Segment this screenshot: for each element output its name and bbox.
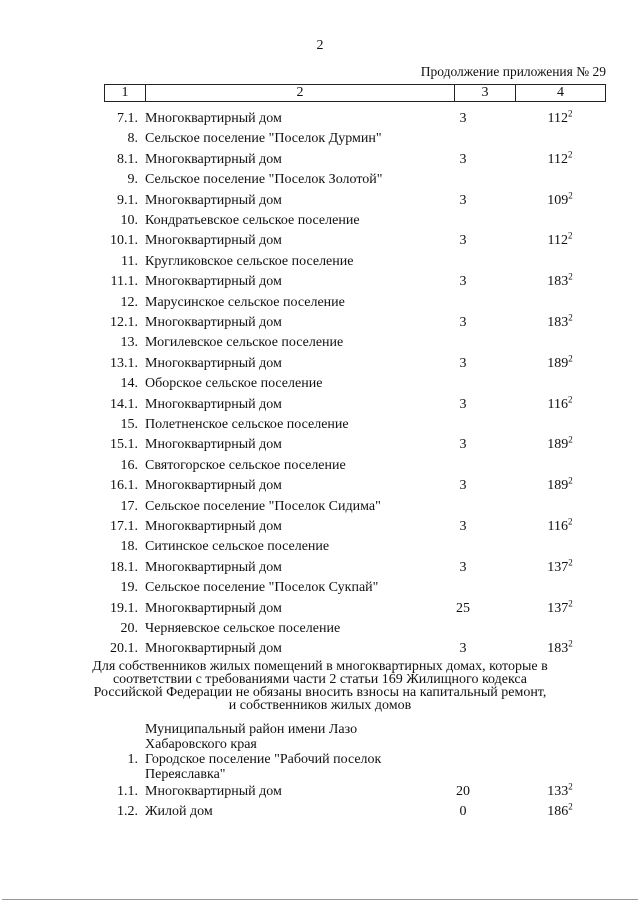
row-col4-value <box>520 782 600 802</box>
row-col3-value: 3 <box>459 559 467 575</box>
value-base: 189 <box>547 478 569 494</box>
value-base: 112 <box>547 111 568 126</box>
row-name: Многоквартирный дом <box>145 274 282 290</box>
value-superscript: 2 <box>567 516 573 527</box>
value-base: 183 <box>547 274 569 290</box>
row-number: 1.1. <box>117 784 138 799</box>
row-number: 18.1. <box>110 559 138 575</box>
table-row <box>0 109 640 129</box>
value-superscript: 2 <box>568 801 573 812</box>
value-base: 183 <box>547 641 569 657</box>
row-col3-value: 3 <box>459 315 467 330</box>
row-name: Многоквартирный дом <box>145 396 282 412</box>
table-row <box>0 170 640 190</box>
row-number: 13. <box>120 335 138 351</box>
row-number: 12. <box>120 294 138 310</box>
row-number: 17. <box>120 498 138 514</box>
row-col3-value: 3 <box>459 396 467 412</box>
row-number: 1.2. <box>117 804 138 819</box>
row-number: 17.1. <box>110 519 138 534</box>
row-number: 19.1. <box>110 600 138 616</box>
row-number: 20. <box>120 621 138 636</box>
row-name: Черняевское сельское поселение <box>145 621 341 636</box>
row-number: 14. <box>120 376 138 392</box>
row-name: Многоквартирный дом <box>145 315 282 330</box>
value-superscript: 2 <box>568 597 573 608</box>
row-name-line: Переяславка" <box>145 767 226 782</box>
value-base: 112 <box>547 151 568 167</box>
table-row <box>0 476 640 496</box>
table-row <box>0 231 640 251</box>
row-name: Жилой дом <box>145 804 213 819</box>
row-name: Полетненское сельское поселение <box>145 417 349 432</box>
value-base: 137 <box>547 600 569 616</box>
row-col3-value: 3 <box>459 437 467 453</box>
row-name-line: Городское поселение "Рабочий поселок <box>145 752 382 767</box>
row-col4-value <box>520 802 600 822</box>
row-col4-value <box>520 354 600 374</box>
table-row <box>0 333 640 353</box>
row-name: Сельское поселение "Поселок Золотой" <box>145 172 383 188</box>
value-base: 189 <box>547 437 569 453</box>
table-row <box>0 639 640 659</box>
value-superscript: 2 <box>568 475 573 486</box>
continuation-label: Продолжение приложения № 29 <box>420 64 606 79</box>
value-superscript: 2 <box>568 353 573 364</box>
table-header-row <box>104 84 606 102</box>
table-row <box>0 313 640 333</box>
page-number: 2 <box>316 38 324 53</box>
table-row <box>0 497 640 517</box>
table-row <box>0 354 640 374</box>
row-col4-value <box>520 109 600 129</box>
row-number: 10. <box>120 213 138 228</box>
row-name: Сельское поселение "Поселок Сидима" <box>145 498 381 514</box>
row-name: Многоквартирный дом <box>145 233 282 249</box>
value-base: 116 <box>547 396 568 412</box>
row-col3-value: 3 <box>459 151 467 167</box>
value-superscript: 2 <box>568 557 573 568</box>
section-heading: Для собственников жилых помещений в многоквартирных домах, которые в соответствии с требованиями части 2 статьи 169 Жилищного кодекса Российской Федерации не обязаны вносить взносы на капитальный ремонт, и собственников жилых домов <box>92 659 548 713</box>
row-number: 15.1. <box>110 437 138 453</box>
table-row <box>0 435 640 455</box>
row-col3-value: 3 <box>459 478 467 494</box>
district-region-line: Хабаровского края <box>145 737 257 752</box>
row-name: Кондратьевское сельское поселение <box>145 213 360 228</box>
header-col-2: 2 <box>296 85 304 100</box>
value-superscript: 2 <box>567 230 573 241</box>
value-superscript: 2 <box>568 434 573 445</box>
value-superscript: 2 <box>568 189 573 200</box>
table-row <box>0 517 640 537</box>
row-name: Многоквартирный дом <box>145 111 282 126</box>
row-number: 13.1. <box>110 355 138 371</box>
row-name: Многоквартирный дом <box>145 355 282 371</box>
row-col3-value: 3 <box>459 641 467 657</box>
value-base: 183 <box>547 315 569 330</box>
row-name: Многоквартирный дом <box>145 784 282 799</box>
row-name <box>145 752 381 782</box>
row-number: 20.1. <box>110 641 138 657</box>
row-col4-value <box>520 313 600 333</box>
row-col4-value <box>520 517 600 537</box>
row-col3-value: 20 <box>456 784 470 799</box>
row-name: Многоквартирный дом <box>145 192 282 208</box>
row-col3-value: 3 <box>459 519 467 534</box>
table-row <box>0 456 640 476</box>
row-number: 11.1. <box>110 274 138 290</box>
value-superscript: 2 <box>567 393 573 404</box>
row-number: 1. <box>127 752 138 767</box>
value-base: 189 <box>547 355 569 371</box>
row-col3-value: 3 <box>459 192 467 208</box>
table-row <box>0 537 640 557</box>
value-superscript: 2 <box>568 638 573 649</box>
row-name: Многоквартирный дом <box>145 519 282 534</box>
row-name: Многоквартирный дом <box>145 600 282 616</box>
table-row <box>0 782 640 802</box>
row-number: 16. <box>120 457 138 473</box>
row-number: 8. <box>127 131 138 147</box>
value-superscript: 2 <box>567 108 573 119</box>
district-name-line: Муниципальный район имени Лазо <box>145 722 358 737</box>
value-base: 112 <box>547 233 568 249</box>
header-col-1: 1 <box>121 85 129 100</box>
row-number: 19. <box>120 580 138 596</box>
table-row <box>0 191 640 211</box>
table-row <box>0 802 640 822</box>
row-name: Многоквартирный дом <box>145 559 282 575</box>
row-col3-value: 3 <box>459 233 467 249</box>
table-row <box>0 150 640 170</box>
row-col4-value <box>520 150 600 170</box>
row-col4-value <box>520 272 600 292</box>
district-title <box>145 722 357 752</box>
row-name: Многоквартирный дом <box>145 478 282 494</box>
value-base: 133 <box>547 784 569 799</box>
value-superscript: 2 <box>568 312 573 323</box>
table-row <box>0 599 640 619</box>
row-col4-value <box>520 231 600 251</box>
row-number: 11. <box>121 253 138 269</box>
row-name: Марусинское сельское поселение <box>145 294 345 310</box>
row-col3-value: 3 <box>459 274 467 290</box>
table-row <box>0 619 640 639</box>
table-row <box>0 752 640 782</box>
row-name: Кругликовское сельское поселение <box>145 253 354 269</box>
row-name: Многоквартирный дом <box>145 151 282 167</box>
table-row <box>0 558 640 578</box>
row-col4-value <box>520 639 600 659</box>
row-col3-value: 25 <box>456 600 470 616</box>
row-col4-value <box>520 435 600 455</box>
table-row <box>0 129 640 149</box>
row-number: 18. <box>120 539 138 555</box>
value-base: 116 <box>547 519 568 534</box>
row-name: Ситинское сельское поселение <box>145 539 330 555</box>
table-row <box>0 211 640 231</box>
value-superscript: 2 <box>568 781 573 792</box>
row-col4-value <box>520 558 600 578</box>
table-row <box>0 374 640 394</box>
row-col4-value <box>520 395 600 415</box>
row-name: Святогорское сельское поселение <box>145 457 346 473</box>
row-number: 7.1. <box>117 111 138 126</box>
row-col3-value: 3 <box>459 111 467 126</box>
row-number: 8.1. <box>117 151 138 167</box>
value-base: 137 <box>547 559 569 575</box>
row-number: 9.1. <box>117 192 138 208</box>
table-row <box>0 272 640 292</box>
row-number: 12.1. <box>110 315 138 330</box>
row-number: 10.1. <box>110 233 138 249</box>
value-superscript: 2 <box>568 271 573 282</box>
row-name: Оборское сельское поселение <box>145 376 323 392</box>
row-number: 14.1. <box>110 396 138 412</box>
row-col3-value: 3 <box>459 355 467 371</box>
value-superscript: 2 <box>567 149 573 160</box>
table-row <box>0 578 640 598</box>
row-number: 9. <box>127 172 138 188</box>
row-col4-value <box>520 191 600 211</box>
scan-edge-line <box>2 899 638 900</box>
row-col3-value: 0 <box>459 804 467 819</box>
table-row <box>0 395 640 415</box>
header-col-3: 3 <box>481 85 489 100</box>
value-base: 109 <box>547 192 569 208</box>
value-base: 186 <box>547 804 569 819</box>
row-name: Сельское поселение "Поселок Сукпай" <box>145 580 379 596</box>
row-col4-value <box>520 599 600 619</box>
row-name: Многоквартирный дом <box>145 437 282 453</box>
table-row <box>0 252 640 272</box>
row-name: Могилевское сельское поселение <box>145 335 344 351</box>
row-name: Многоквартирный дом <box>145 641 282 657</box>
row-number: 16.1. <box>110 478 138 494</box>
row-number: 15. <box>120 417 138 432</box>
table-row <box>0 293 640 313</box>
row-name: Сельское поселение "Поселок Дурмин" <box>145 131 382 147</box>
row-col4-value <box>520 476 600 496</box>
header-col-4: 4 <box>557 85 564 100</box>
table-row <box>0 415 640 435</box>
